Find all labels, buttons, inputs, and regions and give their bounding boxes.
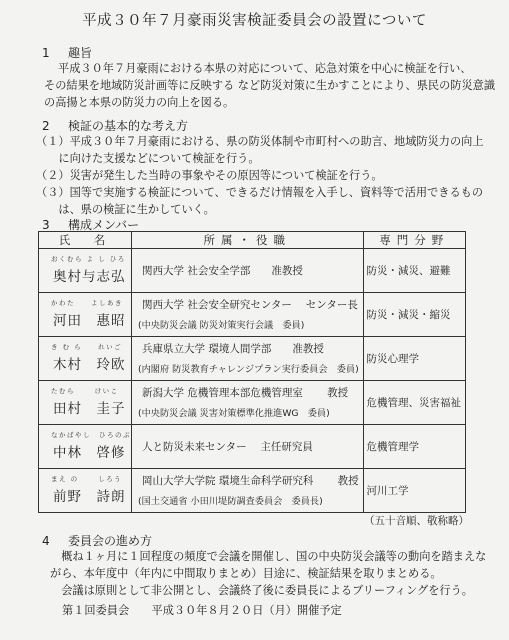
member-furigana: なかばやし ひろのぶ [51,431,131,439]
member-name-cell [39,249,132,293]
section-2-line: は、県の検証に生かしていく。 [36,203,215,216]
member-furigana: たむら けいこ [51,387,119,395]
member-row [39,381,466,425]
table-note: （五十音順、敬称略） [364,515,469,527]
member-name: 田村 圭子 [53,401,126,417]
member-affiliation-cell [132,469,364,513]
member-affiliation-cell [132,249,364,293]
member-name-cell [39,381,132,425]
member-affiliation-note: (中央防災会議 防災対策実行会議 委員) [138,320,305,331]
member-row [39,249,466,293]
document-title: 平成３０年７月豪雨災害検証委員会の設置について [82,13,427,29]
section-4-line: 会議は原則として非公開とし、会議終了後に委員長によるブリーフィングを行う。 [50,584,473,597]
member-row [39,425,466,469]
member-affiliation-cell [132,293,364,337]
member-affiliation: 兵庫県立大学 環境人間学部 准教授 [142,343,324,355]
member-affiliation-note: (国土交通省 小田川堤防調査委員会 委員長) [138,496,323,507]
member-name: 木村 玲欧 [53,357,126,373]
member-field-cell [363,337,465,381]
section-2-title: 検証の基本的な考え方 [68,119,189,133]
header-field: 専門分野 [363,232,465,249]
section-4-heading [42,532,152,549]
member-field-cell [363,425,465,469]
member-row [39,469,466,513]
member-furigana: まえ の しろう [51,475,123,483]
member-affiliation-cell [132,425,364,469]
member-field-cell [363,469,465,513]
section-2-line: （３）国等で実施する検証について、できるだけ情報を入手し、資料等で活用できるもの [36,186,484,199]
member-field-cell [363,381,465,425]
member-name: 前野 詩朗 [53,489,126,505]
member-name: 河田 惠昭 [53,313,126,329]
section-2-body [36,133,484,218]
section-2-heading [42,117,188,134]
section-1-line: 平成３０年７月豪雨における本県の対応について、応急対策を中心に検証を行い、 [58,62,472,75]
section-4-number: 4 [42,534,50,548]
section-2-number: 2 [42,119,50,133]
member-affiliation: 関西大学 社会安全学部 准教授 [142,265,303,277]
section-1-body [44,60,495,111]
member-name-cell [39,293,132,337]
section-1-line: その結果を地域防災計画等に反映する など防災対策に生かすことにより、県民の防災意識 [44,79,496,92]
member-name-cell [39,425,132,469]
member-affiliation: 関西大学 社会安全研究センター センター長 [142,299,358,311]
member-field: 危機管理学 [366,441,420,453]
member-affiliation: 岡山大学大学院 環境生命科学研究科 教授 [142,475,359,487]
member-name-cell [39,469,132,513]
member-field-cell [363,293,465,337]
member-name: 奥村与志弘 [53,269,126,285]
section-2-line: （２）災害が発生した当時の事象やその原因等について検証を行う。 [36,169,383,182]
member-row [39,337,466,381]
section-1-number: 1 [42,46,50,60]
member-name-cell [39,337,132,381]
member-furigana: かわた よしあき [51,299,123,307]
section-2-line: に向けた支援などについて検証を行う。 [36,152,260,165]
section-4-body [50,548,486,599]
first-meeting-schedule: 第１回委員会 平成３０年８月２０日（月）開催予定 [62,604,342,617]
members-table-header [39,232,466,249]
member-field: 河川工学 [366,485,409,497]
member-field-cell [363,249,465,293]
member-field: 防災・減災、避難 [366,265,451,277]
member-furigana: き む ら れいご [51,343,123,351]
member-affiliation-cell [132,337,364,381]
section-2-line: （１）平成３０年７月豪雨における、県の防災体制や市町村への助言、地域防災力の向上 [36,135,484,148]
member-affiliation-cell [132,381,364,425]
section-1-line: の高揚と本県の防災力の向上を図る。 [44,96,235,109]
section-3-title: 構成メンバー [68,218,140,232]
member-affiliation-note: (内閣府 防災教育チャレンジプラン実行委員会 委員) [138,364,359,375]
member-field: 防災・減災・縮災 [366,309,451,321]
section-1-heading [42,44,92,61]
section-4-line: がら、本年度中（年内に中間取りまとめ）目途に、検証結果を取りまとめる。 [50,567,442,580]
member-field: 防災心理学 [366,353,420,365]
section-1-title: 趣旨 [68,46,93,60]
header-affiliation: 所属・役職 [132,232,364,249]
member-furigana: おくむら よ し ひろ [51,255,126,263]
member-affiliation: 人と防災未来センター 主任研究員 [142,441,313,453]
header-name: 氏 名 [39,232,132,249]
member-affiliation-note: (中央防災会議 災害対策標準化推進WG 委員) [138,408,330,419]
member-affiliation: 新潟大学 危機管理本部危機管理室 教授 [142,387,349,399]
section-4-title: 委員会の進め方 [68,534,153,548]
member-row [39,293,466,337]
member-field: 危機管理、災害福祉 [366,397,462,409]
section-3-number: 3 [42,218,50,232]
members-table [38,231,466,513]
member-name: 中林 啓修 [53,445,126,461]
section-4-line: 概ね１ヶ月に１回程度の頻度で会議を開催し、国の中央防災会議等の動向を踏まえな [50,550,487,563]
